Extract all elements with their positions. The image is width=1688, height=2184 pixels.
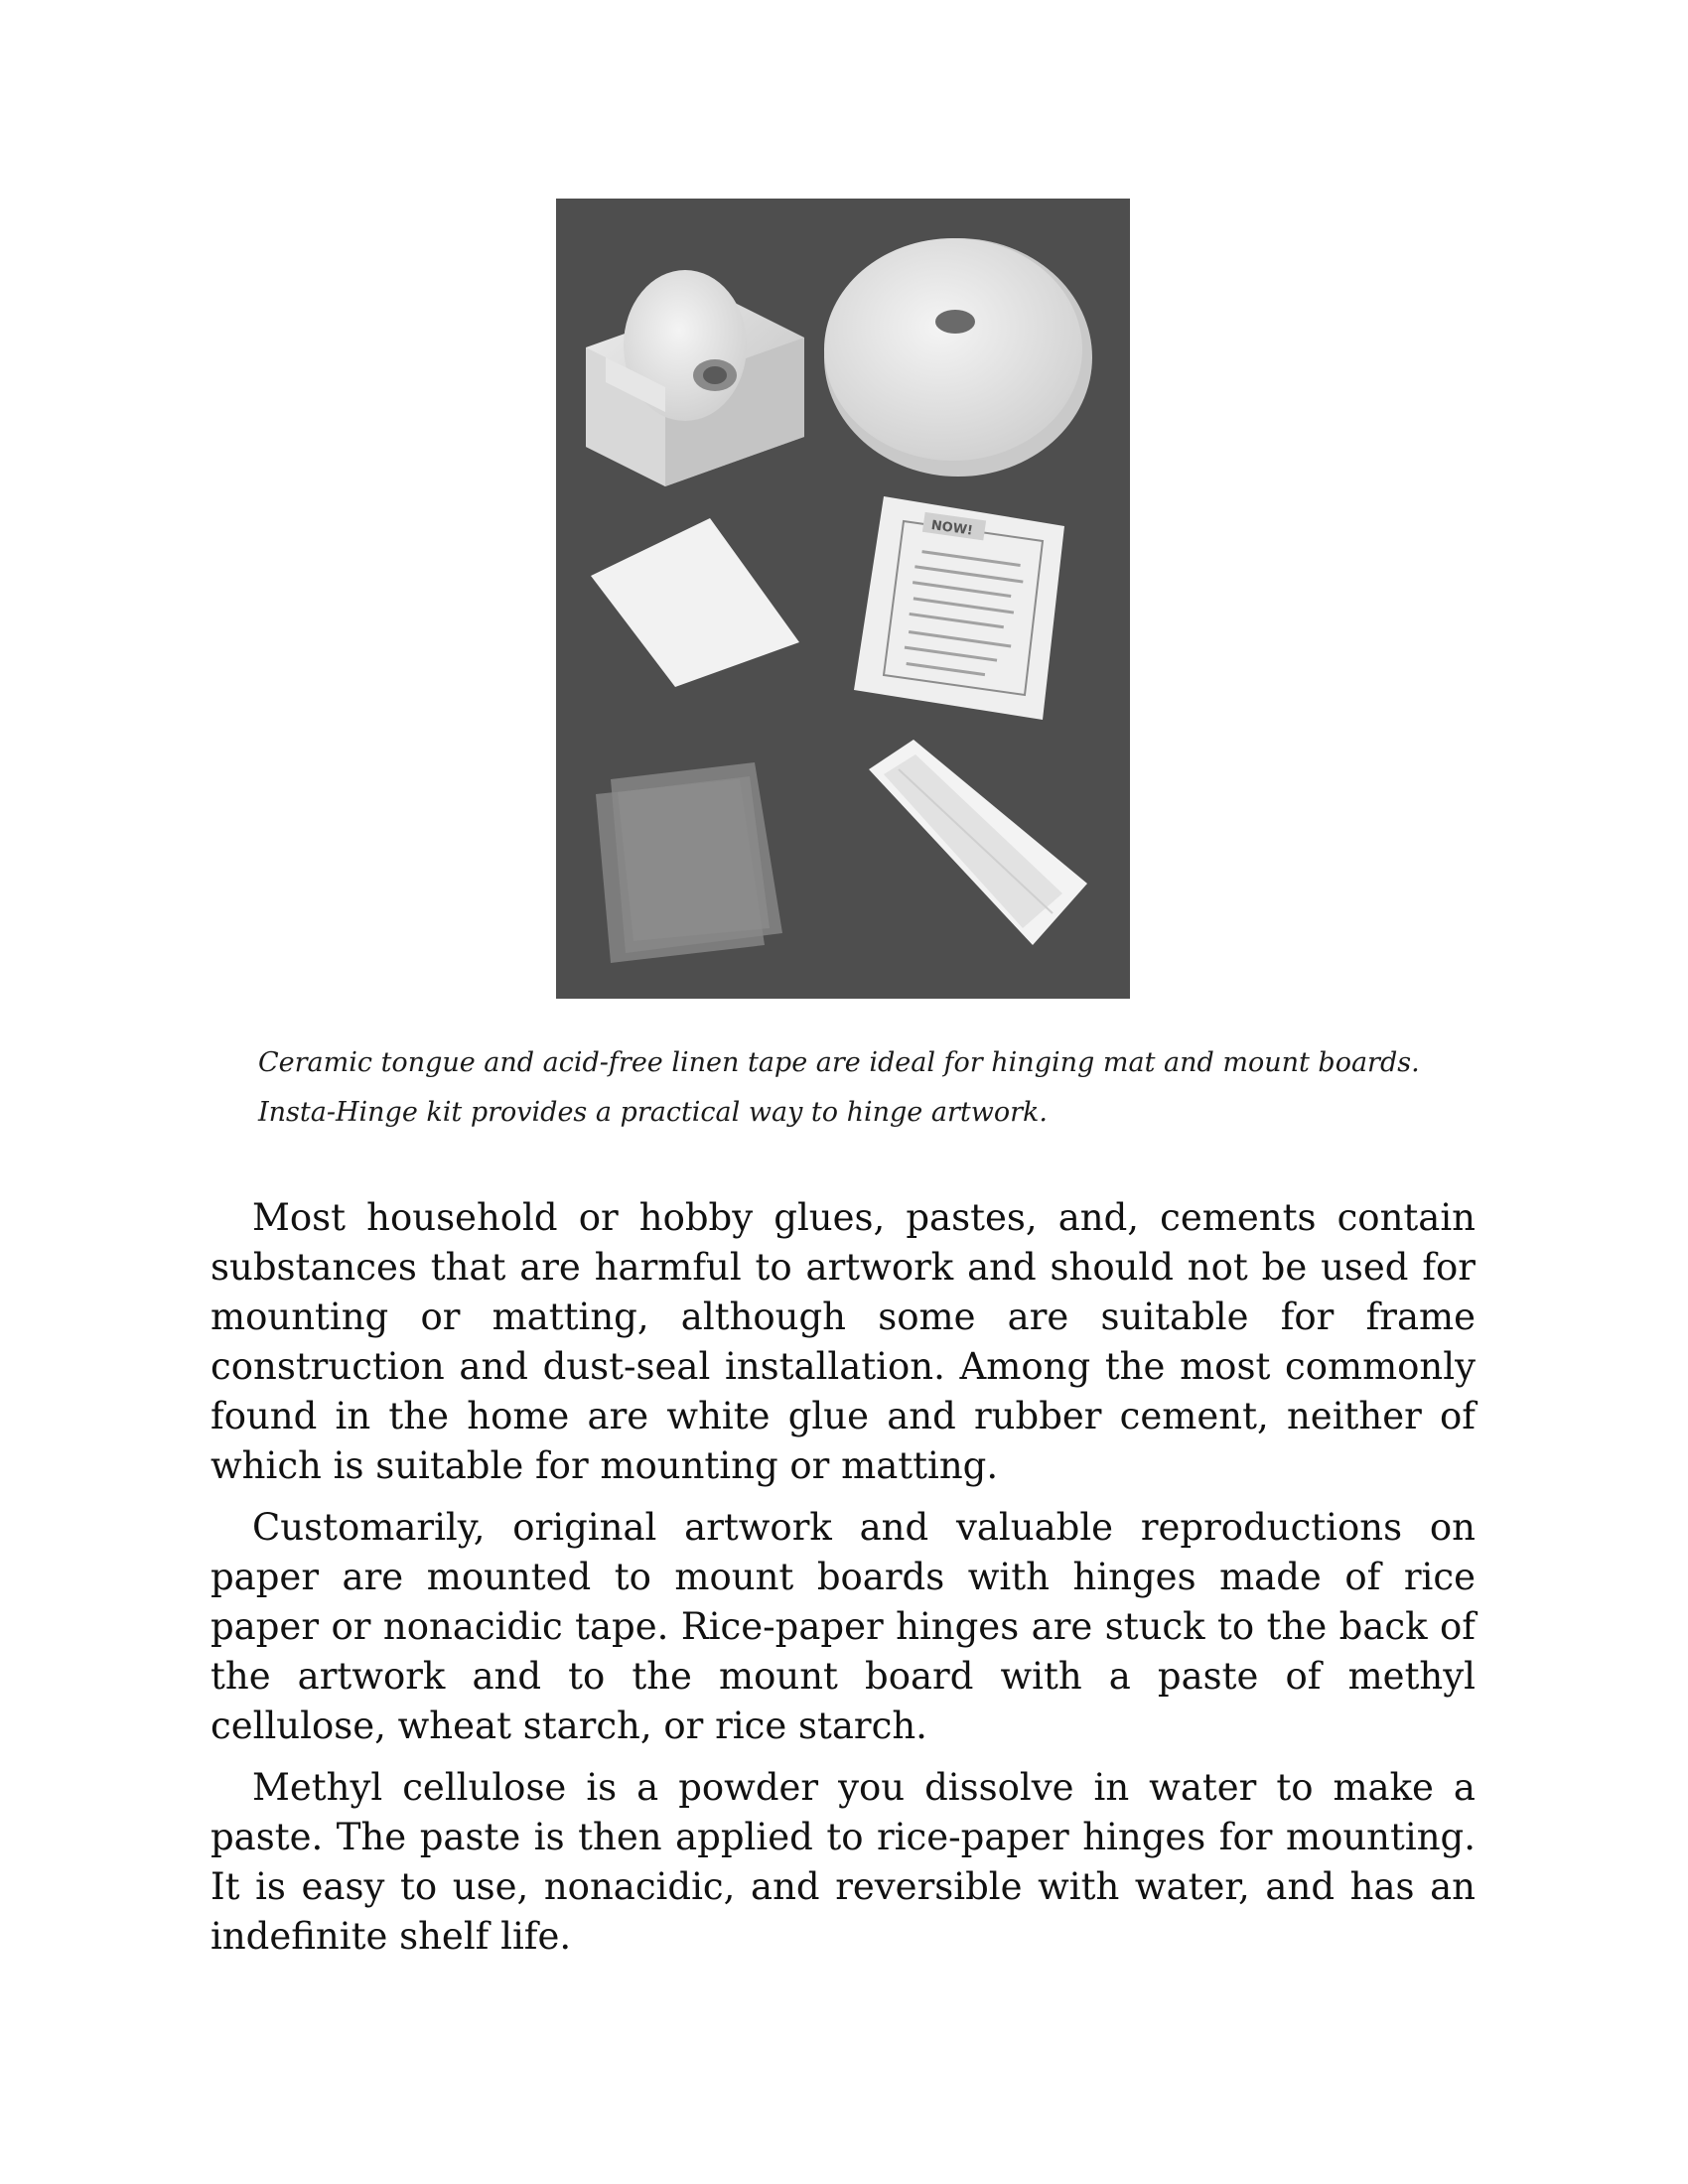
paragraph: Most household or hobby glues, pastes, and, cements contain substances that are harmful to artwork and should not be used for mounting or matting, although some are suitable for frame construction and dust-seal installation. Among the most commonly found in the home are white glue and rubber cement, neither of which is suitable for mounting or matting. [211,1196,1476,1487]
product-photo [556,199,1130,999]
figure-caption: Ceramic tongue and acid-free linen tape are ideal for hinging mat and mount boards. Insta-Hinge kit provides a practical way to hinge artwork. [258,1047,1420,1128]
tape-roll [824,238,1092,477]
paragraph: Methyl cellulose is a powder you dissolve in water to make a paste. The paste is then applied to rice-paper hinges for mounting. It is easy to use, nonacidic, and reversible with water, and has an indefinite shelf life. [211,1766,1476,1958]
insta-hinge-package [854,496,1064,720]
body-text [211,1193,1476,1974]
translucent-sheets [596,762,782,963]
package-label: NOW! [929,517,974,539]
paragraph: Customarily, original artwork and valuable reproductions on paper are mounted to mount boards with hinges made of rice paper or nonacidic tape. Rice-paper hinges are stuck to the back of the artwork and to the mount board with a paste of methyl cellulose, wheat starch, or rice starch. [211,1506,1476,1747]
